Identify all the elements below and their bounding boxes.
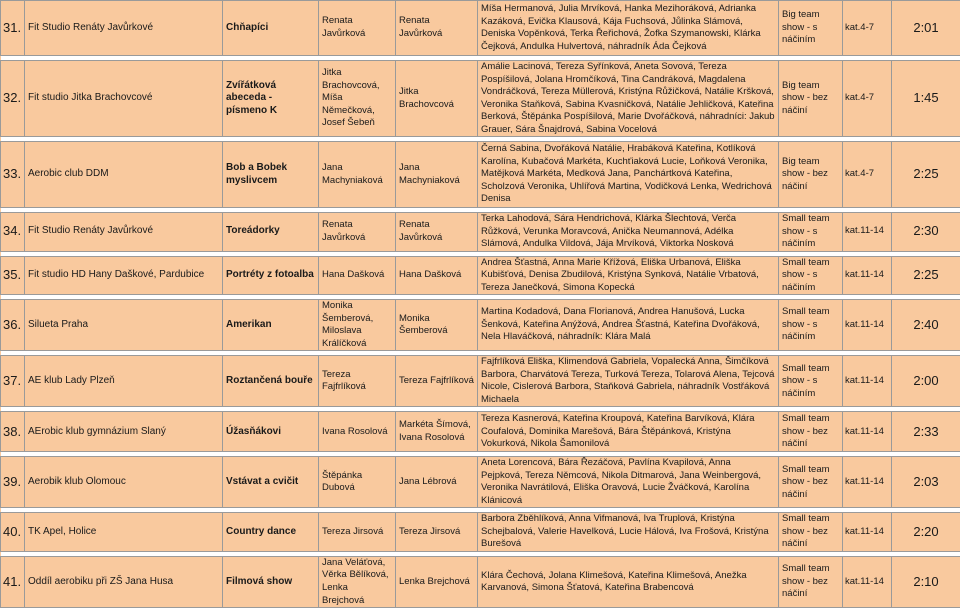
- category: Small team show - bez náčiní: [779, 412, 843, 452]
- choreographer-name: Monika Šemberová: [396, 300, 478, 351]
- member-list: Aneta Lorencová, Bára Řezáčová, Pavlína Kvapilová, Anna Pejpková, Tereza Němcová, Nikola Ditmarová, Jana Weinbergová, Veronika Navrátilová, Eliška Oravová, Lucie Žváčková, Karolína Klánicová: [478, 457, 779, 508]
- table-row: [1, 457, 960, 508]
- age-category: kat.11-14: [843, 556, 892, 607]
- trainer-name: Hana Dašková: [319, 256, 396, 295]
- start-number: 38.: [1, 412, 25, 452]
- table-row: [1, 213, 960, 252]
- member-list: Míša Hermanová, Julia Mrvíková, Hanka Mezihoráková, Adrianka Kazáková, Evička Klausová, Kája Fuchsová, Jůlinka Slámová, Deniska Vopěnková, Terka Řeřichová, Žofka Szymanowski, Klárka Čejková, Andulka Hulvertová, náhradník Áda Čejková: [478, 1, 779, 56]
- composition-name: Amerikan: [223, 300, 319, 351]
- table-row: [1, 412, 960, 452]
- trainer-name: Ivana Rosolová: [319, 412, 396, 452]
- age-category: kat.11-14: [843, 300, 892, 351]
- member-list: Tereza Kasnerová, Kateřina Kroupová, Kateřina Barvíková, Klára Coufalová, Dominika Marešová, Bára Štěpánková, Kristýna Vokurková, Nikola Šamonilová: [478, 412, 779, 452]
- start-number: 40.: [1, 513, 25, 552]
- trainer-name: Tereza Fajfrlíková: [319, 356, 396, 407]
- composition-name: Zvířátková abeceda - písmeno K: [223, 61, 319, 137]
- choreographer-name: Lenka Brejchová: [396, 556, 478, 607]
- table-row: [1, 256, 960, 295]
- table-row: [1, 142, 960, 208]
- club-name: TK Apel, Holice: [25, 513, 223, 552]
- duration: 2:33: [892, 412, 960, 452]
- category: Small team show - s náčiním: [779, 213, 843, 252]
- duration: 2:10: [892, 556, 960, 607]
- composition-name: Filmová show: [223, 556, 319, 607]
- choreographer-name: Jana Machyniaková: [396, 142, 478, 208]
- duration: 2:25: [892, 142, 960, 208]
- choreographer-name: Jitka Brachovcová: [396, 61, 478, 137]
- age-category: kat.11-14: [843, 213, 892, 252]
- duration: 2:03: [892, 457, 960, 508]
- trainer-name: Renata Javůrková: [319, 1, 396, 56]
- start-number: 35.: [1, 256, 25, 295]
- club-name: Aerobik klub Olomouc: [25, 457, 223, 508]
- club-name: Fit Studio Renáty Javůrkové: [25, 213, 223, 252]
- composition-name: Úžasňákovi: [223, 412, 319, 452]
- start-number: 39.: [1, 457, 25, 508]
- table-row: [1, 356, 960, 407]
- trainer-name: Tereza Jirsová: [319, 513, 396, 552]
- start-number: 33.: [1, 142, 25, 208]
- composition-name: Toreádorky: [223, 213, 319, 252]
- start-number: 34.: [1, 213, 25, 252]
- composition-name: Roztančená bouře: [223, 356, 319, 407]
- member-list: Klára Čechová, Jolana Klimešová, Kateřina Klimešová, Anežka Karvanová, Simona Šťatová, Kateřina Brabencová: [478, 556, 779, 607]
- member-list: Fajfrlíková Eliška, Klimendová Gabriela, Vopalecká Anna, Šimčíková Barbora, Charvátová Tereza, Turková Tereza, Tolarová Alena, Tejcová Nicole, Cislerová Barbora, Staňková Gabriela, náhradník Vostřáková Michaela: [478, 356, 779, 407]
- duration: 2:30: [892, 213, 960, 252]
- duration: 2:01: [892, 1, 960, 56]
- trainer-name: Štěpánka Dubová: [319, 457, 396, 508]
- table-body: [1, 1, 960, 608]
- category: Small team show - bez náčiní: [779, 513, 843, 552]
- club-name: Fit studio HD Hany Daškové, Pardubice: [25, 256, 223, 295]
- composition-name: Bob a Bobek myslivcem: [223, 142, 319, 208]
- club-name: Fit Studio Renáty Javůrkové: [25, 1, 223, 56]
- choreographer-name: Jana Lébrová: [396, 457, 478, 508]
- start-number: 37.: [1, 356, 25, 407]
- category: Big team show - bez náčiní: [779, 142, 843, 208]
- duration: 1:45: [892, 61, 960, 137]
- table-row: [1, 1, 960, 56]
- category: Big team show - bez náčiní: [779, 61, 843, 137]
- age-category: kat.4-7: [843, 61, 892, 137]
- choreographer-name: Markéta Šímová, Ivana Rosolová: [396, 412, 478, 452]
- category: Small team show - s náčiním: [779, 300, 843, 351]
- choreographer-name: Renata Javůrková: [396, 1, 478, 56]
- choreographer-name: Renata Javůrková: [396, 213, 478, 252]
- duration: 2:40: [892, 300, 960, 351]
- member-list: Andrea Šťastná, Anna Marie Křížová, Eliška Urbanová, Eliška Kubišťová, Denisa Zbudilová, Kristýna Synková, Natálie Vrbatová, Tereza Janečková, Simona Kopecká: [478, 256, 779, 295]
- trainer-name: Jana Machyniaková: [319, 142, 396, 208]
- choreographer-name: Tereza Fajfrlíková: [396, 356, 478, 407]
- duration: 2:00: [892, 356, 960, 407]
- member-list: Černá Sabina, Dvořáková Natálie, Hrabáková Kateřina, Kotlíková Karolína, Kubačová Markéta, Kuchťiaková Lucie, Loňková Veronika, Matějková Markéta, Medková Jana, Panchártková Kateřina, Scholzová Veronika, Uhlířová Martina, Vodičková Lenka, Wedrichová Denisa: [478, 142, 779, 208]
- composition-name: Chňapíci: [223, 1, 319, 56]
- table-row: [1, 556, 960, 607]
- age-category: kat.11-14: [843, 412, 892, 452]
- start-number: 36.: [1, 300, 25, 351]
- trainer-name: Renata Javůrková: [319, 213, 396, 252]
- age-category: kat.11-14: [843, 457, 892, 508]
- category: Big team show - s náčiním: [779, 1, 843, 56]
- start-number: 31.: [1, 1, 25, 56]
- member-list: Terka Lahodová, Sára Hendrichová, Klárka Šlechtová, Verča Růžková, Verunka Moravcová, Anička Neumannová, Adélka Slámová, Andulka Vildová, Jája Mrvíková, Viktorka Nosková: [478, 213, 779, 252]
- age-category: kat.11-14: [843, 256, 892, 295]
- trainer-name: Jitka Brachovcová, Míša Němečková, Josef Šebeň: [319, 61, 396, 137]
- club-name: AErobic klub gymnázium Slaný: [25, 412, 223, 452]
- club-name: Fit studio Jitka Brachovcové: [25, 61, 223, 137]
- trainer-name: Monika Šemberová, Miloslava Králíčková: [319, 300, 396, 351]
- category: Small team show - s náčiním: [779, 356, 843, 407]
- trainer-name: Jana Veláťová, Věrka Bělíková, Lenka Brejchová: [319, 556, 396, 607]
- member-list: Barbora Zběhlíková, Anna Vifmanová, Iva Truplová, Kristýna Schejbalová, Valerie Havelková, Lucie Hálová, Iva Frošová, Kristýna Burešová: [478, 513, 779, 552]
- age-category: kat.11-14: [843, 513, 892, 552]
- choreographer-name: Tereza Jirsová: [396, 513, 478, 552]
- category: Small team show - bez náčiní: [779, 457, 843, 508]
- composition-name: Portréty z fotoalba: [223, 256, 319, 295]
- age-category: kat.11-14: [843, 356, 892, 407]
- category: Small team show - bez náčiní: [779, 556, 843, 607]
- duration: 2:25: [892, 256, 960, 295]
- club-name: Aerobic club DDM: [25, 142, 223, 208]
- composition-name: Country dance: [223, 513, 319, 552]
- duration: 2:20: [892, 513, 960, 552]
- table-row: [1, 61, 960, 137]
- age-category: kat.4-7: [843, 1, 892, 56]
- club-name: Silueta Praha: [25, 300, 223, 351]
- table-row: [1, 513, 960, 552]
- member-list: Martina Kodadová, Dana Florianová, Andrea Hanušová, Lucka Šenková, Kateřina Anýžová, Andrea Šťastná, Kateřina Dvořáková, Nela Hlaváčková, náhradník: Klára Malá: [478, 300, 779, 351]
- club-name: AE klub Lady Plzeň: [25, 356, 223, 407]
- start-number: 41.: [1, 556, 25, 607]
- category: Small team show - s náčiním: [779, 256, 843, 295]
- club-name: Oddíl aerobiku při ZŠ Jana Husa: [25, 556, 223, 607]
- composition-name: Vstávat a cvičit: [223, 457, 319, 508]
- member-list: Amálie Lacinová, Tereza Syřínková, Aneta Sovová, Tereza Pospíšilová, Jolana Hromčíková, Tina Candráková, Magdalena Vondráčková, Tereza Müllerová, Kristýna Růžičková, Natálie Kršková, Veronika Staňková, Sabina Kvasničková, Natálie Jehličková, Kateřina Berková, Štěpánka Pospíšilová, Marie Dvořáčková, náhradníci: Jakub Grauer, Sára Šnajdrová, Sabina Vocelová: [478, 61, 779, 137]
- choreographer-name: Hana Dašková: [396, 256, 478, 295]
- age-category: kat.4-7: [843, 142, 892, 208]
- start-number: 32.: [1, 61, 25, 137]
- table-row: [1, 300, 960, 351]
